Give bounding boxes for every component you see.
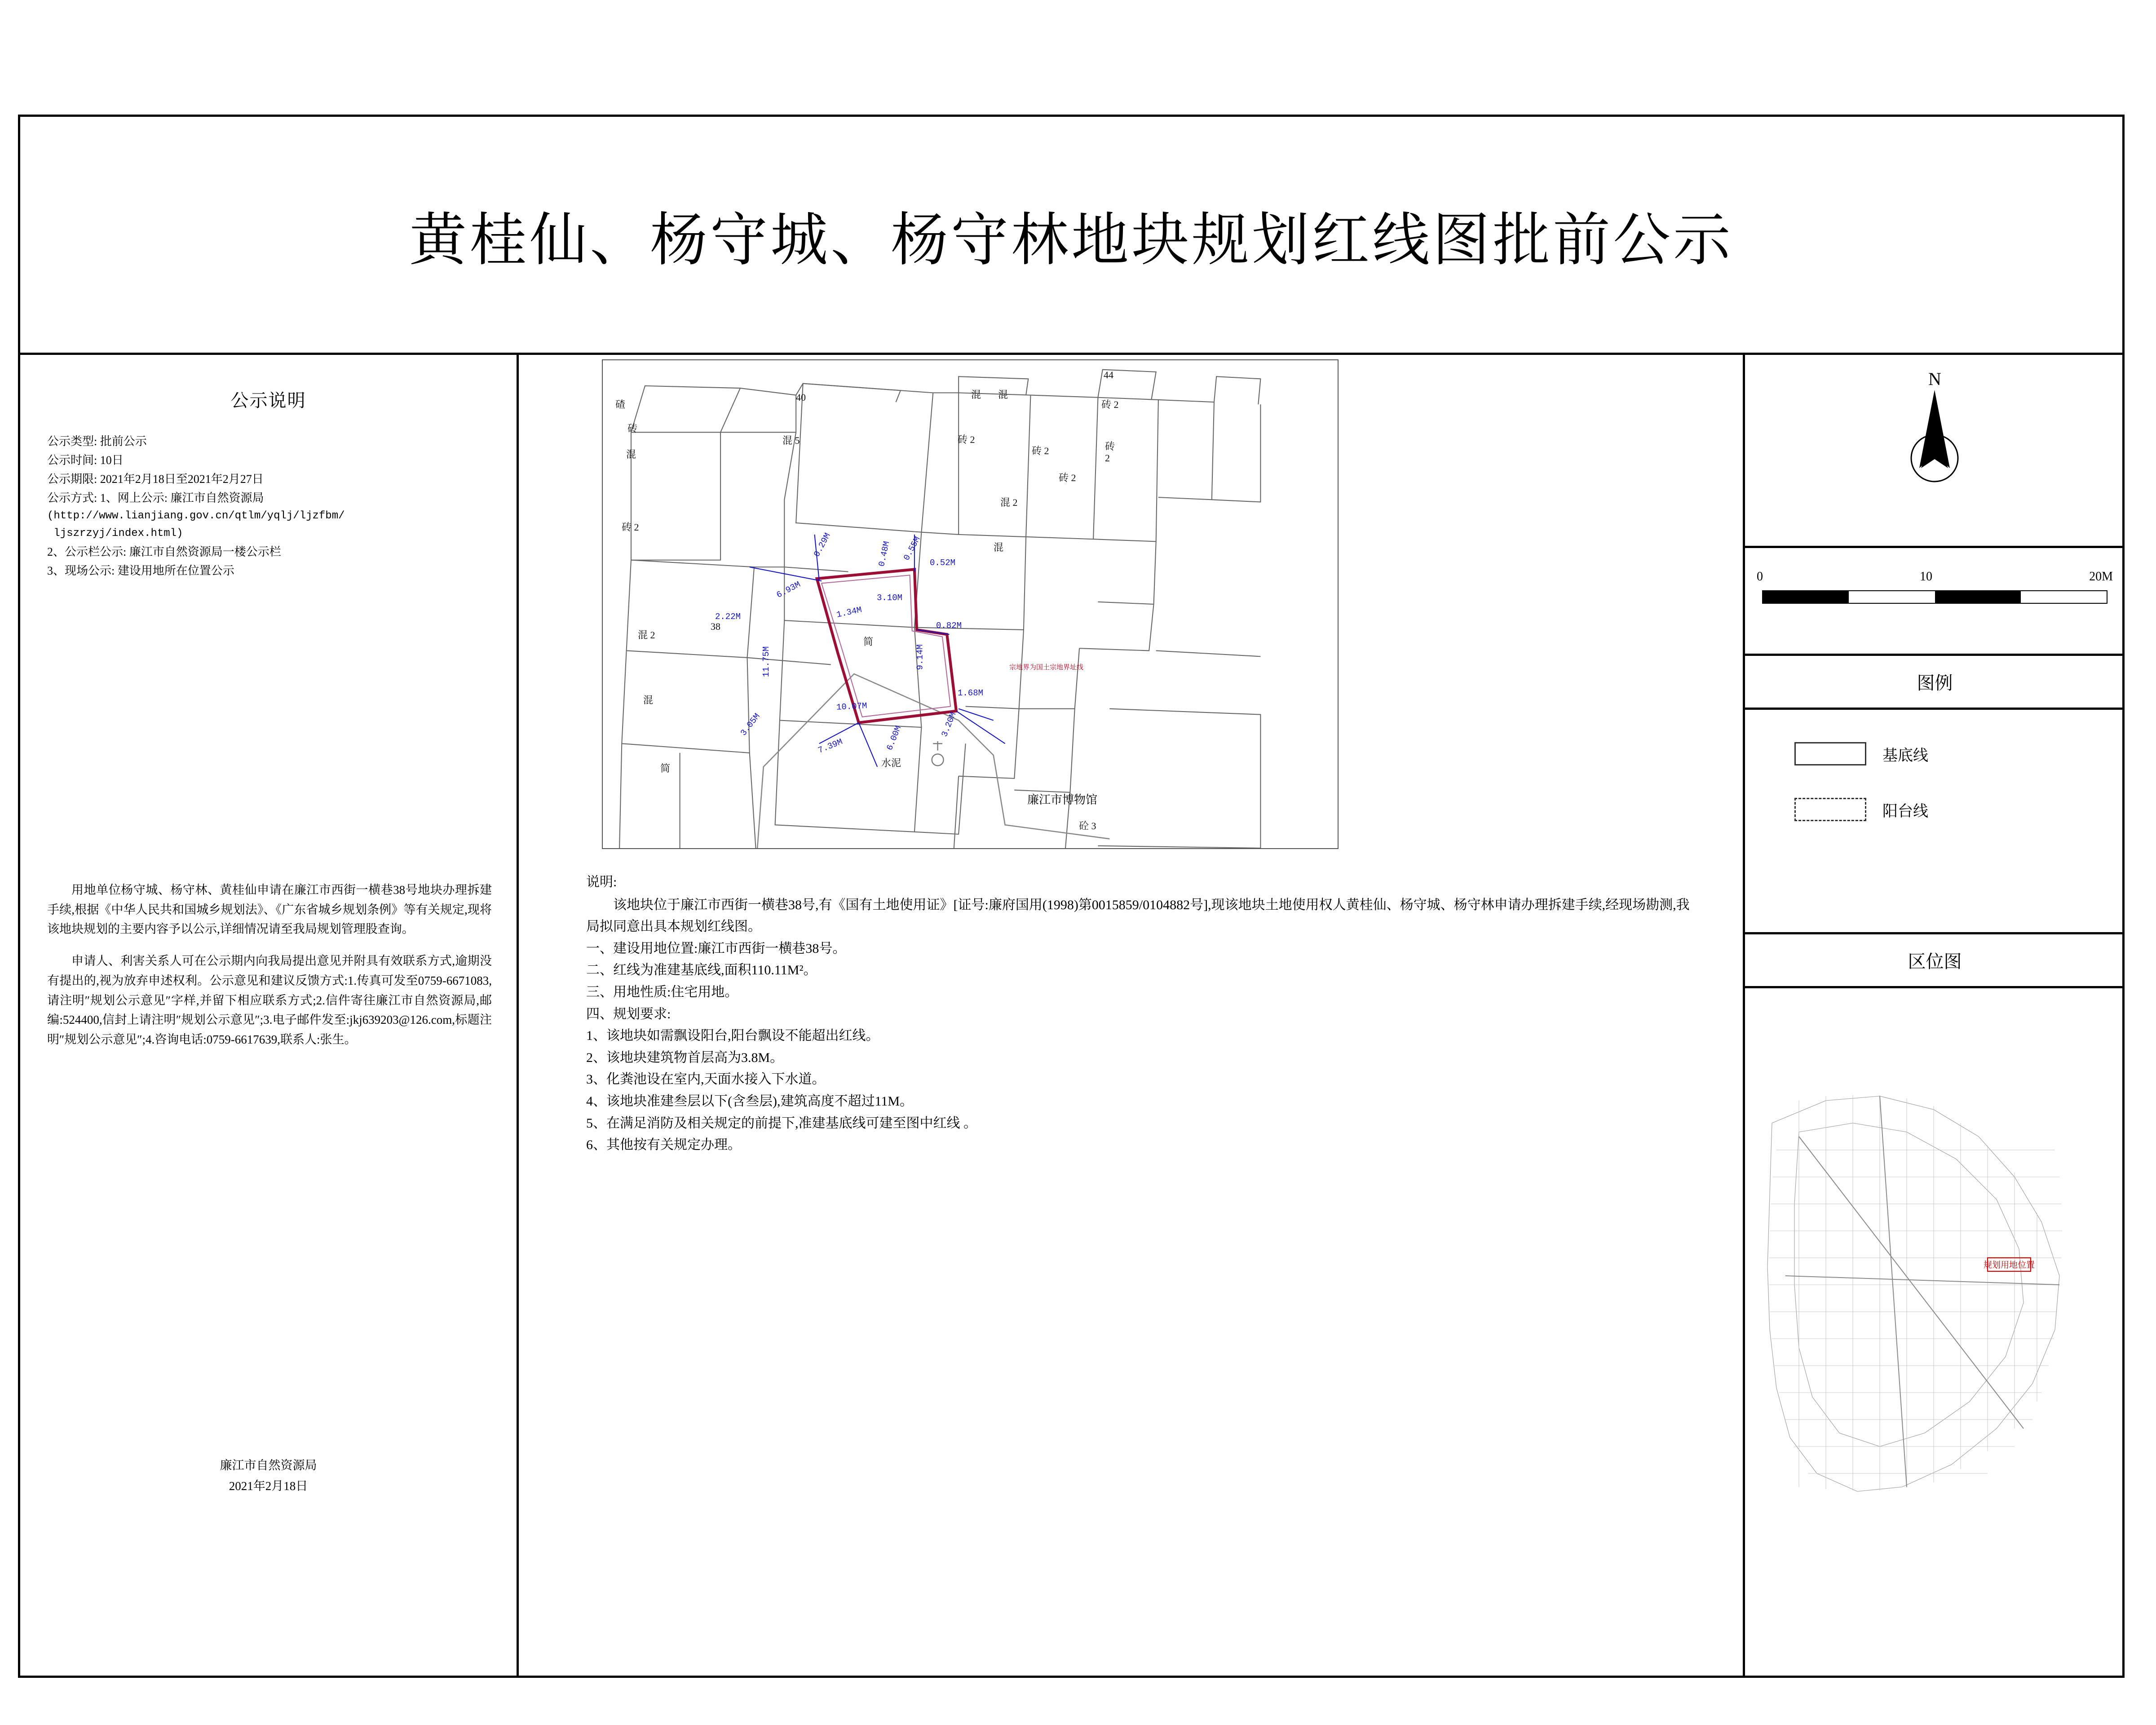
map-label: 38 <box>711 621 720 632</box>
notice-method-3: 3、现场公示: 建设用地所在位置公示 <box>47 564 234 578</box>
map-label: 混 5 <box>782 435 800 446</box>
location-map <box>1745 988 2125 1676</box>
base-line-swatch-icon <box>1794 742 1866 765</box>
page-title: 黄桂仙、杨守城、杨守林地块规划红线图批前公示 <box>409 208 1733 272</box>
description-p2: 一、建设用地位置:廉江市西街一横巷38号。 <box>586 941 846 956</box>
scale-bar <box>1762 590 2107 604</box>
dimension-label: 0.82M <box>936 621 962 631</box>
legend-label: 阳台线 <box>1882 803 1928 820</box>
dimension-label: 0.55M <box>901 535 923 562</box>
north-label: N <box>1928 369 1941 389</box>
dimension-label: 7.39M <box>816 737 844 756</box>
map-label: 40 <box>796 392 806 403</box>
drawing-sheet <box>18 115 2125 1678</box>
dimension-label: 1.34M <box>835 605 863 620</box>
map-label: 2 <box>1105 452 1110 464</box>
legend-label: 基底线 <box>1882 747 1928 764</box>
description-p10: 5、在满足消防及相关规定的前提下,准建基底线可建至图中红线 。 <box>586 1115 977 1131</box>
map-label: 混 2 <box>638 629 655 641</box>
notice-duration: 公示时间: 10日 <box>47 454 124 467</box>
map-label: 砖 2 <box>958 434 975 445</box>
notice-lines <box>47 432 490 580</box>
dimension-label: 0.48M <box>876 540 892 568</box>
notice-paragraph-2: 申请人、利害关系人可在公示期内向我局提出意见并附具有效联系方式,逾期没有提出的,视为放弃申述权利。公示意见和建议反馈方式:1.传真可发至0759-6671083,请注明″规划公示意见″字样,并留下相应联系方式;2.信件寄往廉江市自然资源局,邮编:524400,信封上请注明″规划公示意见″;3.电子邮件发至:jkj639203@126.com,标题注明″规划公示意见″;4.咨询电话:0759-6617639,联系人:张生。 <box>47 954 492 1047</box>
description-heading: 说明: <box>586 875 617 889</box>
map-label: 简 <box>660 763 671 774</box>
sheet-body <box>20 355 2122 1676</box>
description-p7: 2、该地块建筑物首层高为3.8M。 <box>586 1050 784 1065</box>
dimension-label: 9.14M <box>915 644 925 670</box>
location-map-title: 区位图 <box>1745 934 2125 988</box>
map-label: 砖 <box>627 423 638 434</box>
balcony-line-swatch-icon <box>1794 798 1866 821</box>
map-label: 混 <box>994 542 1004 553</box>
description-p5: 四、规划要求: <box>586 1006 671 1022</box>
dimension-label: 1.68M <box>958 688 984 698</box>
notice-url-line2: ljszrzyj/index.html) <box>47 527 183 540</box>
dimension-label: 3.05M <box>738 711 762 738</box>
parcel-red-line <box>817 569 956 722</box>
legend-item-balcony-line <box>1794 798 2125 821</box>
notice-method: 公示方式: 1、网上公示: 廉江市自然资源局 <box>47 491 264 505</box>
notice-url-line1: (http://www.lianjiang.gov.cn/qtlm/yqlj/ljzfbm/ <box>47 510 345 522</box>
map-label: 水泥 <box>881 757 901 769</box>
dimension-label: 6.93M <box>775 579 802 601</box>
description-p11: 6、其他按有关规定办理。 <box>586 1137 741 1153</box>
dimension-label: 0.29M <box>812 531 833 559</box>
scale-tick-1: 10 <box>1920 570 1933 584</box>
museum-label: 廉江市博物馆 <box>1027 793 1098 806</box>
notice-heading: 公示说明 <box>230 390 306 411</box>
map-label: 混 2 <box>1000 497 1018 508</box>
signoff-date: 2021年2月18日 <box>229 1479 308 1493</box>
boundary-note: 宗地界为国土宗地界址线 <box>1009 664 1084 672</box>
legend-item-base-line <box>1794 742 2125 765</box>
map-label: 混 <box>998 389 1008 400</box>
notice-paragraph-1: 用地单位杨守城、杨守林、黄桂仙申请在廉江市西街一横巷38号地块办理拆建手续,根据《中华人民共和国城乡规划法》、《广东省城乡规划条例》等有关规定,现将该地块规划的主要内容予以公示,详细情况请至我局规划管理股查询。 <box>47 883 492 936</box>
description-p3: 二、红线为准建基底线,面积110.11M²。 <box>586 963 817 978</box>
scale-tick-2: 20M <box>2089 570 2113 584</box>
map-label: 砖 2 <box>622 522 639 533</box>
sidebar-column <box>1745 355 2125 1676</box>
scale-bar-box <box>1745 548 2125 656</box>
map-label: 混 <box>643 694 654 706</box>
description-p1: 该地块位于廉江市西街一横巷38号,有《国有土地使用证》[证号:廉府国用(1998)第0015859/0104882号],现该地块土地使用权人黄桂仙、杨守城、杨守林申请办理拆建手续,经现场勘测,我局拟同意出具本规划红线图。 <box>586 897 1690 934</box>
description-p6: 1、该地块如需飘设阳台,阳台飘设不能超出红线。 <box>586 1028 879 1044</box>
map-label: 混 <box>626 449 636 460</box>
notice-method-2: 2、公示栏公示: 廉江市自然资源局一楼公示栏 <box>47 545 281 559</box>
dimension-label: 3.10M <box>877 593 903 603</box>
dimension-label: 0.52M <box>930 558 956 568</box>
site-plan-map <box>602 359 1339 849</box>
description-p8: 3、化粪池设在室内,天面水接入下水道。 <box>586 1072 826 1087</box>
location-marker-label: 规划用地位置 <box>1983 1261 2035 1270</box>
dimension-label: 2.22M <box>715 612 741 622</box>
map-label: 碴 <box>615 399 626 410</box>
notice-period: 公示期限: 2021年2月18日至2021年2月27日 <box>47 473 264 486</box>
map-label: 简 <box>863 636 874 647</box>
map-label: 砖 2 <box>1032 445 1049 456</box>
map-label: 44 <box>1104 369 1113 380</box>
map-label: 砖 <box>1105 441 1115 452</box>
notice-column <box>20 355 519 1676</box>
scale-tick-0: 0 <box>1757 570 1763 584</box>
plan-description <box>586 871 1700 1156</box>
map-label: 砼 3 <box>1079 820 1096 832</box>
notice-body <box>47 880 492 1062</box>
notice-type: 公示类型: 批前公示 <box>47 435 147 448</box>
compass-box <box>1745 355 2125 548</box>
plan-column <box>519 355 1745 1676</box>
legend-title: 图例 <box>1745 656 2125 710</box>
notice-signoff <box>20 1455 517 1497</box>
map-label: 砖 2 <box>1059 472 1076 483</box>
dimension-label: 11.75M <box>761 646 772 677</box>
signoff-organization: 廉江市自然资源局 <box>220 1459 317 1472</box>
dimension-label: 3.20M <box>939 711 959 739</box>
location-map-svg <box>1745 988 2125 1676</box>
map-label: 砖 2 <box>1101 399 1119 410</box>
description-p4: 三、用地性质:住宅用地。 <box>586 984 738 1000</box>
description-p9: 4、该地块准建叁层以下(含叁层),建筑高度不超过11M。 <box>586 1093 914 1109</box>
map-label: 混 <box>971 389 981 400</box>
legend-box <box>1745 710 2125 934</box>
dimension-label: 6.00M <box>884 724 904 752</box>
dimension-label: 10.07M <box>836 701 867 712</box>
sheet-title-band <box>20 117 2122 355</box>
